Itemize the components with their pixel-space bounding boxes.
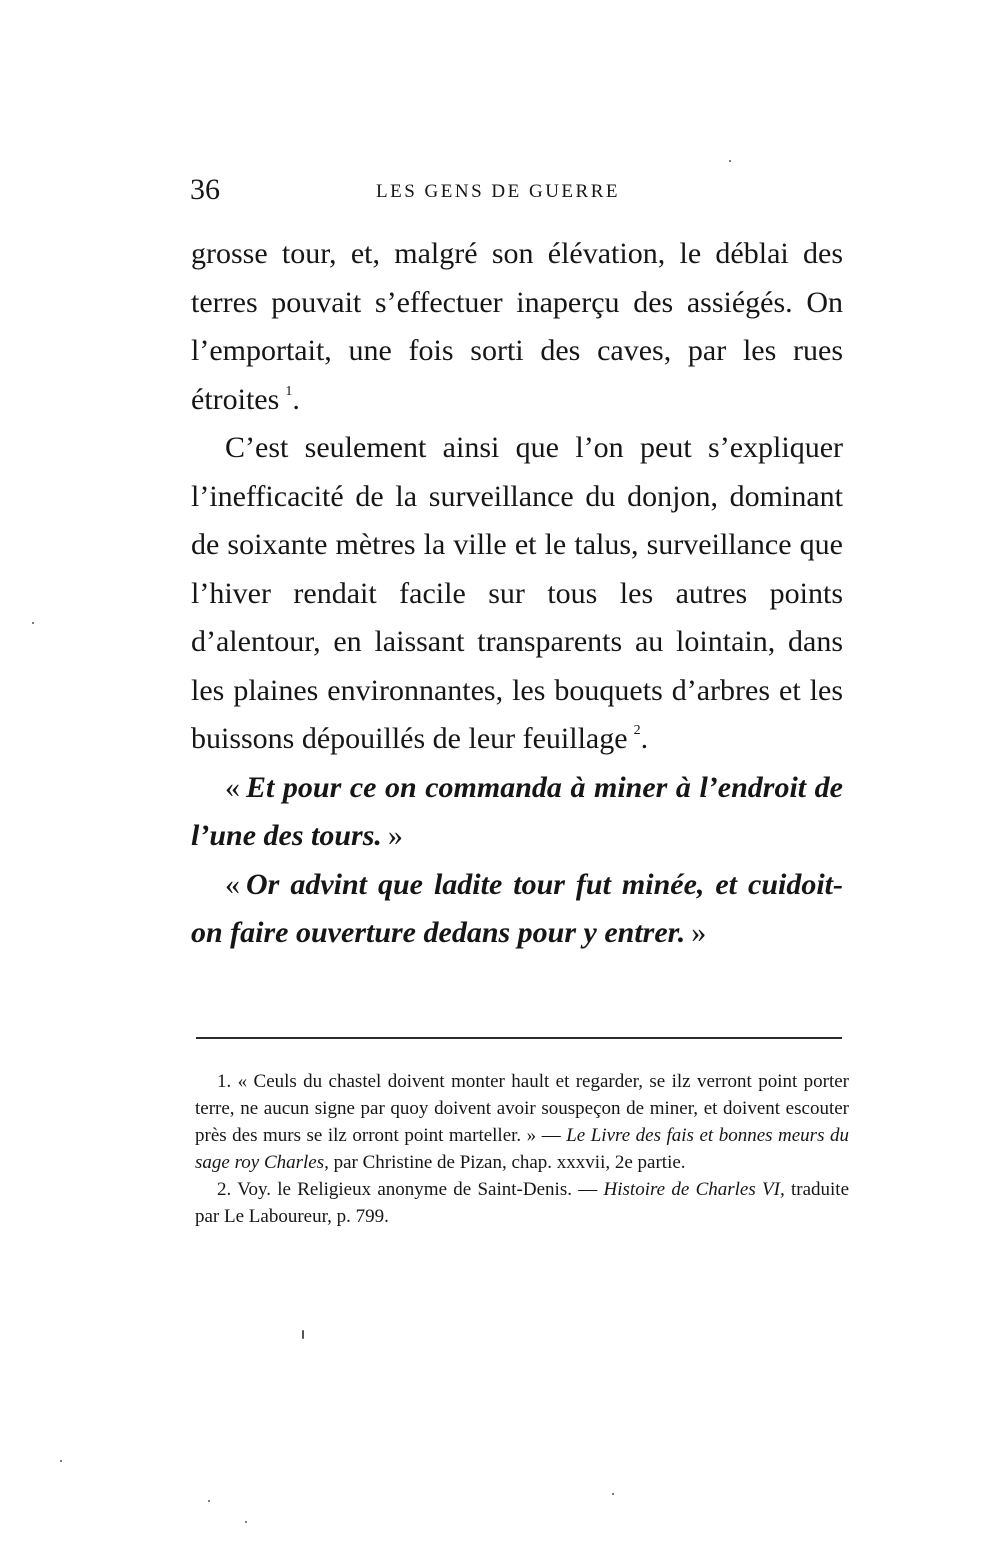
footnote-2-title: Histoire de Charles VI, [603, 1179, 785, 1200]
footnote-1-number: 1. [217, 1071, 232, 1092]
running-head [190, 170, 850, 210]
scan-speck [302, 1330, 304, 1339]
quote-open-mark: « [225, 867, 240, 901]
scan-speck [245, 1521, 247, 1523]
footnote-2-number: 2. [217, 1179, 232, 1200]
footnote-ref-2: 2 [633, 723, 641, 738]
scan-speck [60, 1460, 62, 1462]
footnote-ref-1: 1 [285, 383, 293, 399]
paragraph-2-text: C’est seulement ainsi que l’on peut s’expliquer l’inefficacité de la surveillance du donjon, dominant de soixante mètres la ville et le talus, surveillance que l’hiver rendait facile sur tous les autres points d’alentour, en laissant transparents au lointain, dans les plaines environnantes, les bouquets d’arbres et les buissons dépouillés de leur feuillage [191, 431, 843, 755]
footnote-1-title: Le Livre des fais et bonnes meurs du sage roy Charles, [195, 1125, 849, 1173]
paragraph-2-end: . [640, 722, 649, 755]
paragraph-2 [191, 424, 843, 764]
paragraph-1-end: . [292, 382, 300, 416]
page-number: 36 [190, 173, 220, 206]
quote-close-mark: » [691, 916, 707, 949]
scan-speck [612, 1493, 614, 1495]
scan-speck [729, 160, 731, 162]
footnotes [195, 1068, 849, 1230]
running-title: LES GENS DE GUERRE [376, 181, 620, 202]
footnote-1-text: « Ceuls du chastel doivent monter hault et regarder, se ilz verront point porter terre, ne aucun signe par quoy doivent avoir souspeçon de miner, et doivent escouter près des murs se ilz orront point marteller. » — [195, 1071, 850, 1146]
quote-open-mark: « [225, 770, 240, 804]
quotation-2-text: Or advint que ladite tour fut minée, et cuidoit-on faire ouverture dedans pour y entrer. [191, 867, 843, 949]
scan-speck [32, 622, 34, 624]
footnote-1 [195, 1068, 849, 1176]
scan-speck [208, 1500, 210, 1502]
quotation-1 [191, 764, 843, 861]
quotation-1-text: Et pour ce on commanda à miner à l’endroit de l’une des tours. [191, 770, 843, 852]
footnote-2 [195, 1176, 849, 1230]
paragraph-1 [191, 230, 843, 424]
footnote-rule [196, 1037, 842, 1039]
body-text [191, 230, 843, 958]
footnote-2-text: Voy. le Religieux anonyme de Saint-Denis. — [237, 1179, 598, 1200]
quote-close-mark: » [387, 819, 403, 852]
footnote-1-tail: par Christine de Pizan, chap. xxxvii, 2e partie. [333, 1152, 686, 1173]
paragraph-1-text: grosse tour, et, malgré son élévation, le déblai des terres pouvait s’effectuer inaperçu des assiégés. On l’emportait, une fois sorti des caves, par les rues étroites [191, 237, 843, 416]
quotation-2 [191, 861, 843, 958]
footnote-2-tail: traduite par Le Laboureur, p. 799. [195, 1179, 850, 1227]
